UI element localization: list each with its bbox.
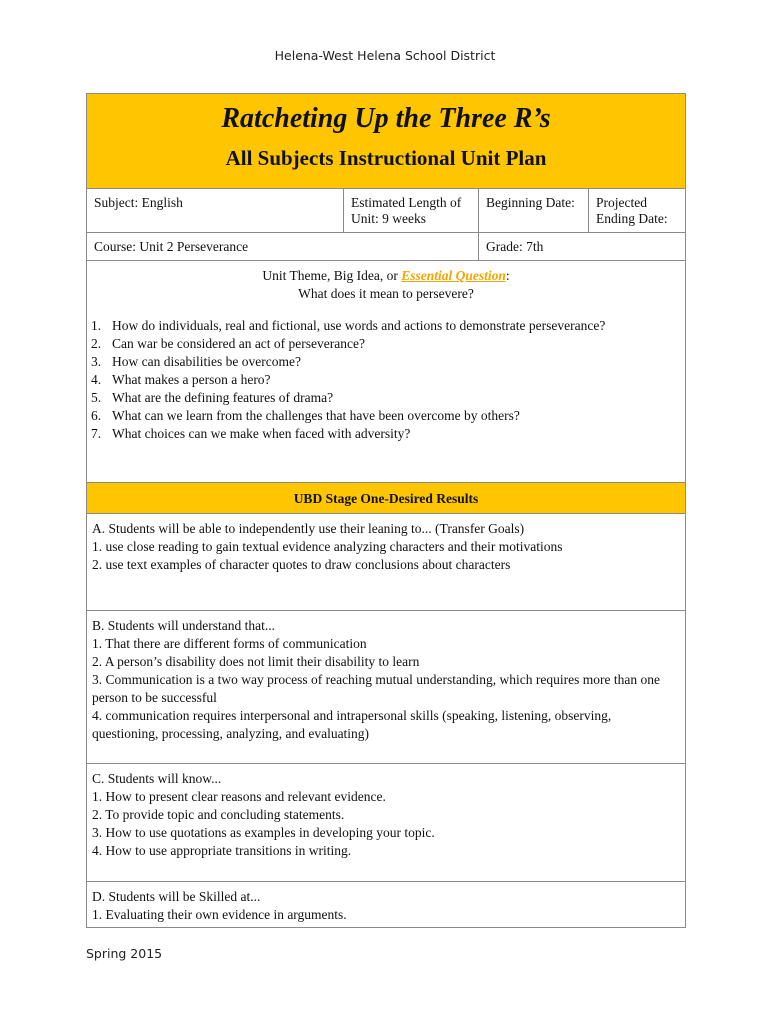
theme-question: What does it mean to persevere?	[298, 286, 474, 301]
question-list	[87, 317, 685, 443]
course-cell: Course: Unit 2 Perseverance	[87, 233, 479, 260]
info-row-1	[86, 189, 686, 233]
subject-cell: Subject: English	[87, 189, 344, 232]
theme-section	[86, 261, 686, 483]
info-row-2	[86, 233, 686, 261]
section-d-line: 1. Evaluating their own evidence in arguments.	[92, 907, 347, 922]
page-header: Helena-West Helena School District	[274, 48, 496, 63]
page-title: Ratcheting Up the Three R’s	[221, 103, 551, 134]
section-b-line: 3. Communication is a two way process of reaching mutual understanding, which requires more than one person to be successful	[92, 672, 660, 705]
section-d	[86, 882, 686, 928]
title-block	[86, 93, 686, 189]
section-a	[86, 514, 686, 611]
theme-suffix: :	[505, 268, 510, 283]
section-a-line: 2. use text examples of character quotes to draw conclusions about characters	[92, 557, 511, 572]
ubd-heading: UBD Stage One-Desired Results	[86, 483, 686, 514]
length-cell: Estimated Length of Unit: 9 weeks	[344, 189, 479, 232]
grade-cell: Grade: 7th	[486, 239, 544, 254]
section-c-line: 4. How to use appropriate transitions in writing.	[92, 843, 352, 858]
list-item: 5. What are the defining features of drama?	[91, 390, 334, 405]
list-item: 3. How can disabilities be overcome?	[91, 354, 301, 369]
section-c-line: C. Students will know...	[92, 771, 222, 786]
list-item: 2. Can war be considered an act of perseverance?	[91, 336, 365, 351]
section-d-line: D. Students will be Skilled at...	[92, 889, 261, 904]
list-item: 1. How do individuals, real and fictional, use words and actions to demonstrate perseverance?	[91, 318, 606, 333]
section-a-line: A. Students will be able to independently use their leaning to... (Transfer Goals)	[92, 521, 525, 536]
section-a-line: 1. use close reading to gain textual evidence analyzing characters and their motivations	[92, 539, 563, 554]
section-c-line: 1. How to present clear reasons and relevant evidence.	[92, 789, 386, 804]
section-b-line: 4. communication requires interpersonal and intrapersonal skills (speaking, listening, observing, questioning, processing, analyzing, and evaluating)	[92, 708, 612, 741]
ending-date-cell: Projected Ending Date:	[596, 195, 668, 226]
section-b-line: B. Students will understand that...	[92, 618, 275, 633]
beginning-date-cell: Beginning Date:	[479, 189, 589, 232]
page-subtitle: All Subjects Instructional Unit Plan	[225, 146, 547, 170]
section-b-line: 2. A person’s disability does not limit their disability to learn	[92, 654, 420, 669]
section-c-line: 2. To provide topic and concluding statements.	[92, 807, 345, 822]
theme-prefix: Unit Theme, Big Idea, or	[262, 268, 402, 283]
list-item: 4. What makes a person a hero?	[91, 372, 271, 387]
section-c-line: 3. How to use quotations as examples in developing your topic.	[92, 825, 435, 840]
list-item: 7. What choices can we make when faced with adversity?	[91, 426, 411, 441]
essential-question-link[interactable]: Essential Question	[401, 268, 506, 283]
section-b-line: 1. That there are different forms of communication	[92, 636, 367, 651]
section-b	[86, 611, 686, 764]
section-c	[86, 764, 686, 882]
list-item: 6. What can we learn from the challenges that have been overcome by others?	[91, 408, 520, 423]
page-footer: Spring 2015	[86, 946, 163, 961]
theme-heading	[87, 267, 685, 303]
